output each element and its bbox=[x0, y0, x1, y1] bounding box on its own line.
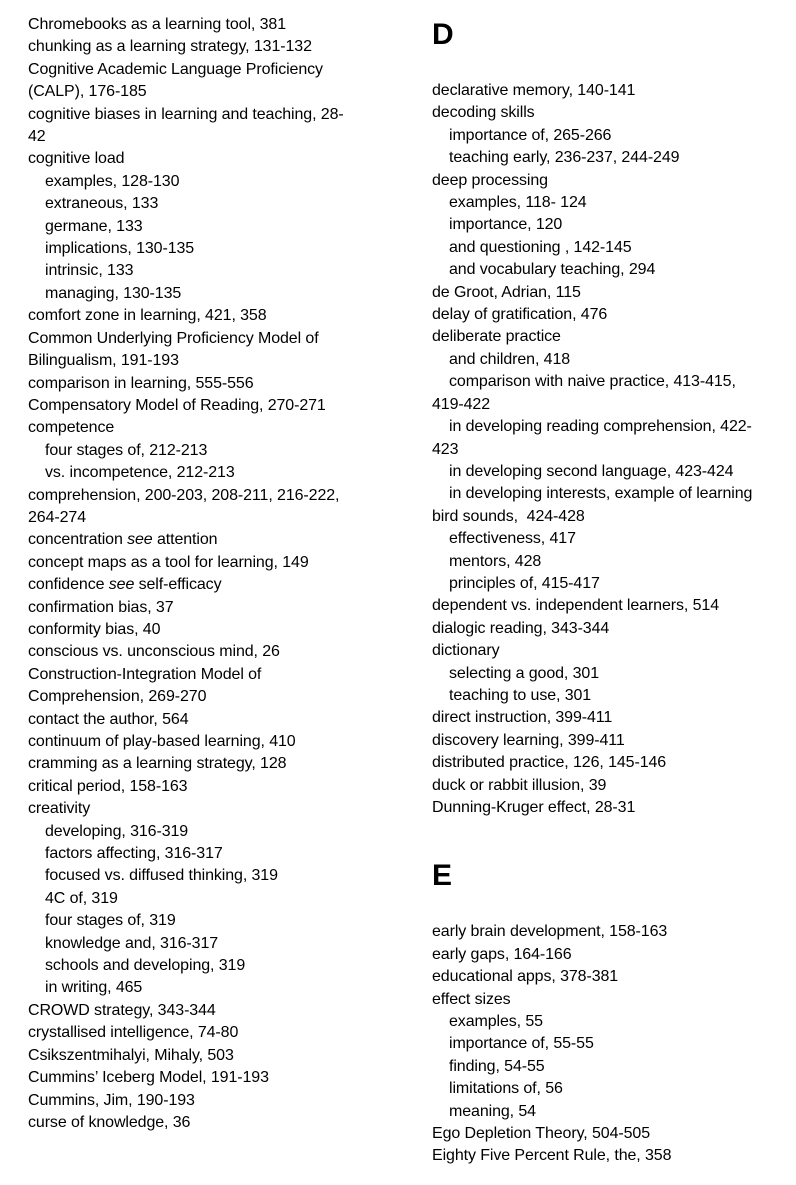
entry-text: confidence bbox=[28, 576, 109, 594]
index-subentry bbox=[432, 528, 796, 550]
entry-text: contact the author, 564 bbox=[28, 710, 189, 728]
see-cross-reference: see bbox=[127, 531, 153, 549]
entry-text: effectiveness, 417 bbox=[449, 530, 576, 548]
index-entry bbox=[28, 14, 394, 36]
index-subentry bbox=[432, 663, 796, 685]
entry-text: dependent vs. independent learners, 514 bbox=[432, 597, 719, 615]
index-entry bbox=[28, 641, 394, 663]
entry-text: direct instruction, 399-411 bbox=[432, 709, 613, 727]
index-entry bbox=[432, 921, 796, 943]
entry-text: vs. incompetence, 212-213 bbox=[45, 464, 235, 482]
index-subentry bbox=[432, 483, 796, 505]
entry-text: curse of knowledge, 36 bbox=[28, 1113, 191, 1131]
left-column bbox=[28, 0, 394, 1134]
entry-text: competence bbox=[28, 419, 115, 437]
index-subentry bbox=[28, 238, 394, 260]
entry-text: (CALP), 176-185 bbox=[28, 83, 147, 101]
index-entry bbox=[28, 36, 394, 58]
entry-text: extraneous, 133 bbox=[45, 195, 159, 213]
index-entry bbox=[28, 686, 394, 708]
index-entry bbox=[432, 618, 796, 640]
index-subentry bbox=[432, 192, 796, 214]
right-column bbox=[432, 0, 796, 1168]
index-subentry bbox=[28, 843, 394, 865]
index-subentry bbox=[432, 416, 796, 438]
index-entry bbox=[28, 597, 394, 619]
index-subentry bbox=[432, 1101, 796, 1123]
entry-text: de Groot, Adrian, 115 bbox=[432, 283, 581, 301]
entry-text: four stages of, 319 bbox=[45, 912, 176, 930]
entry-text: in developing second language, 423-424 bbox=[449, 462, 734, 480]
entry-text: cognitive load bbox=[28, 150, 125, 168]
entry-text: developing, 316-319 bbox=[45, 822, 189, 840]
index-entry bbox=[432, 439, 796, 461]
index-entry bbox=[28, 126, 394, 148]
index-subentry bbox=[28, 193, 394, 215]
entry-text: continuum of play-based learning, 410 bbox=[28, 733, 296, 750]
index-subentry bbox=[28, 171, 394, 193]
index-subentry bbox=[432, 573, 796, 595]
index-subentry bbox=[28, 955, 394, 977]
index-entry bbox=[432, 966, 796, 988]
index-entry bbox=[28, 328, 394, 350]
entry-text: crystallised intelligence, 74-80 bbox=[28, 1024, 239, 1042]
index-subentry bbox=[432, 1033, 796, 1055]
entry-text: concentration bbox=[28, 531, 128, 549]
entry-text: importance of, 55-55 bbox=[449, 1035, 594, 1053]
entry-text: dictionary bbox=[432, 642, 500, 660]
index-entry bbox=[432, 707, 796, 729]
entry-text: critical period, 158-163 bbox=[28, 777, 188, 795]
index-entry bbox=[28, 1090, 394, 1112]
entry-text: Comprehension, 269-270 bbox=[28, 688, 207, 706]
index-subentry bbox=[28, 462, 394, 484]
entry-text: Common Underlying Proficiency Model of bbox=[28, 329, 319, 347]
index-subentry bbox=[432, 1011, 796, 1033]
entry-text: Dunning-Kruger effect, 28-31 bbox=[432, 799, 636, 816]
index-entry bbox=[28, 485, 394, 507]
index-subentry bbox=[28, 216, 394, 238]
entry-text: examples, 128-130 bbox=[45, 172, 180, 190]
index-entry bbox=[28, 798, 394, 820]
index-subentry bbox=[432, 685, 796, 707]
index-entry bbox=[28, 1112, 394, 1134]
entry-text: Bilingualism, 191-193 bbox=[28, 352, 179, 370]
entry-text: focused vs. diffused thinking, 319 bbox=[45, 867, 278, 885]
index-subentry bbox=[432, 147, 796, 169]
index-entry bbox=[28, 552, 394, 574]
index-subentry bbox=[432, 551, 796, 573]
index-entry bbox=[28, 104, 394, 126]
entry-text: Cummins, Jim, 190-193 bbox=[28, 1091, 195, 1109]
entry-text: deliberate practice bbox=[432, 328, 561, 346]
entry-text: schools and developing, 319 bbox=[45, 957, 246, 975]
entry-text: teaching early, 236-237, 244-249 bbox=[449, 149, 680, 167]
index-entry bbox=[432, 326, 796, 348]
entry-text: creativity bbox=[28, 800, 91, 818]
index-subentry bbox=[432, 371, 796, 393]
entry-text: bird sounds, 424-428 bbox=[432, 507, 585, 525]
index-entry bbox=[28, 731, 394, 753]
index-entry bbox=[28, 529, 394, 551]
index-entry bbox=[432, 1123, 796, 1145]
index-entry bbox=[28, 709, 394, 731]
index-entry bbox=[432, 730, 796, 752]
entry-text: and questioning , 142-145 bbox=[449, 238, 632, 256]
index-subentry bbox=[28, 910, 394, 932]
index-subentry bbox=[28, 933, 394, 955]
entry-text: 42 bbox=[28, 128, 46, 146]
entry-text: examples, 118- 124 bbox=[449, 194, 587, 212]
entry-text: early gaps, 164-166 bbox=[432, 945, 572, 963]
entry-text: dialogic reading, 343-344 bbox=[432, 619, 610, 637]
entry-text: 4C of, 319 bbox=[45, 889, 118, 907]
index-entry bbox=[432, 989, 796, 1011]
entry-text: finding, 54-55 bbox=[449, 1057, 545, 1075]
index-entry bbox=[432, 506, 796, 528]
entry-text: comparison in learning, 555-556 bbox=[28, 374, 254, 392]
entry-text: mentors, 428 bbox=[449, 552, 542, 570]
index-entry bbox=[28, 1000, 394, 1022]
index-entry bbox=[432, 304, 796, 326]
entry-text: limitations of, 56 bbox=[449, 1080, 563, 1098]
entry-text: in developing interests, example of learning bbox=[449, 485, 753, 503]
entry-text: attention bbox=[152, 531, 218, 549]
index-entry bbox=[432, 80, 796, 102]
index-subentry bbox=[432, 237, 796, 259]
index-subentry bbox=[28, 440, 394, 462]
see-cross-reference: see bbox=[108, 576, 135, 594]
index-entry bbox=[432, 775, 796, 797]
entry-text: knowledge and, 316-317 bbox=[45, 934, 219, 952]
index-subentry bbox=[28, 865, 394, 887]
entry-text: Eighty Five Percent Rule, the, 358 bbox=[432, 1147, 672, 1165]
index-entry bbox=[432, 1145, 796, 1167]
entry-text: Cognitive Academic Language Proficiency bbox=[28, 60, 323, 78]
entry-text: conformity bias, 40 bbox=[28, 620, 161, 638]
entry-text: 423 bbox=[432, 440, 459, 458]
index-entry bbox=[28, 1067, 394, 1089]
index-subentry bbox=[28, 821, 394, 843]
entry-text: comparison with naive practice, 413-415, bbox=[449, 373, 736, 391]
entry-text: managing, 130-135 bbox=[45, 284, 182, 302]
entry-text: importance of, 265-266 bbox=[449, 126, 612, 144]
entry-text: comprehension, 200-203, 208-211, 216-222, bbox=[28, 486, 340, 504]
entry-text: 264-274 bbox=[28, 508, 87, 526]
entry-text: chunking as a learning strategy, 131-132 bbox=[28, 38, 312, 56]
index-entry bbox=[28, 59, 394, 81]
index-entry bbox=[28, 574, 394, 596]
index-subentry bbox=[432, 461, 796, 483]
index-entry bbox=[28, 81, 394, 103]
entry-text: intrinsic, 133 bbox=[45, 262, 134, 280]
index-section-block bbox=[432, 921, 796, 1167]
entry-text: Cummins’ Iceberg Model, 191-193 bbox=[28, 1069, 269, 1087]
entry-text: cramming as a learning strategy, 128 bbox=[28, 755, 287, 773]
entry-text: discovery learning, 399-411 bbox=[432, 731, 625, 749]
entry-text: and children, 418 bbox=[449, 350, 571, 368]
index-entry bbox=[28, 1022, 394, 1044]
index-subentry bbox=[432, 259, 796, 281]
index-entry bbox=[432, 170, 796, 192]
index-entry bbox=[28, 753, 394, 775]
entry-text: duck or rabbit illusion, 39 bbox=[432, 776, 607, 794]
index-entry bbox=[432, 640, 796, 662]
index-entry bbox=[28, 776, 394, 798]
index-entry bbox=[28, 664, 394, 686]
entry-text: distributed practice, 126, 145-146 bbox=[432, 754, 667, 772]
index-entry bbox=[28, 507, 394, 529]
entry-text: conscious vs. unconscious mind, 26 bbox=[28, 643, 280, 661]
index-subentry bbox=[28, 283, 394, 305]
entry-text: Ego Depletion Theory, 504-505 bbox=[432, 1125, 650, 1143]
index-section-block bbox=[432, 80, 796, 819]
entry-text: teaching to use, 301 bbox=[449, 686, 592, 704]
index-subentry bbox=[432, 214, 796, 236]
entry-text: and vocabulary teaching, 294 bbox=[449, 261, 656, 279]
entry-text: self-efficacy bbox=[134, 576, 222, 594]
index-entry bbox=[28, 373, 394, 395]
index-entry bbox=[28, 395, 394, 417]
entry-text: delay of gratification, 476 bbox=[432, 306, 608, 324]
index-entry bbox=[28, 417, 394, 439]
entry-text: 419-422 bbox=[432, 395, 491, 413]
index-entry bbox=[432, 282, 796, 304]
entry-text: in writing, 465 bbox=[45, 979, 143, 997]
index-subentry bbox=[432, 125, 796, 147]
entry-text: CROWD strategy, 343-344 bbox=[28, 1001, 216, 1019]
index-subentry bbox=[28, 888, 394, 910]
entry-text: implications, 130-135 bbox=[45, 240, 195, 258]
entry-text: decoding skills bbox=[432, 104, 535, 122]
index-entry bbox=[432, 595, 796, 617]
index-entry bbox=[28, 619, 394, 641]
entry-text: Chromebooks as a learning tool, 381 bbox=[28, 16, 286, 33]
entry-text: concept maps as a tool for learning, 149 bbox=[28, 553, 309, 571]
index-entry bbox=[28, 350, 394, 372]
entry-text: educational apps, 378-381 bbox=[432, 968, 619, 986]
index-entry bbox=[432, 102, 796, 124]
section-heading-e: E bbox=[432, 859, 453, 893]
index-entry bbox=[28, 1045, 394, 1067]
entry-text: examples, 55 bbox=[449, 1013, 543, 1031]
entry-text: comfort zone in learning, 421, 358 bbox=[28, 307, 267, 325]
entry-text: effect sizes bbox=[432, 990, 511, 1008]
index-entry bbox=[432, 797, 796, 819]
index-entry bbox=[432, 394, 796, 416]
index-subentry bbox=[28, 977, 394, 999]
entry-text: germane, 133 bbox=[45, 217, 143, 235]
entry-text: selecting a good, 301 bbox=[449, 664, 600, 682]
entry-text: principles of, 415-417 bbox=[449, 574, 600, 592]
entry-text: Compensatory Model of Reading, 270-271 bbox=[28, 396, 326, 414]
index-entry bbox=[432, 944, 796, 966]
index-subentry bbox=[432, 1078, 796, 1100]
entry-text: deep processing bbox=[432, 171, 548, 189]
entry-text: cognitive biases in learning and teaching, 28- bbox=[28, 105, 344, 123]
entry-text: early brain development, 158-163 bbox=[432, 923, 668, 941]
index-entry bbox=[28, 148, 394, 170]
entry-text: confirmation bias, 37 bbox=[28, 598, 174, 616]
entry-text: Construction-Integration Model of bbox=[28, 665, 262, 683]
entry-text: Csikszentmihalyi, Mihaly, 503 bbox=[28, 1046, 234, 1064]
entry-text: factors affecting, 316-317 bbox=[45, 845, 223, 863]
entry-text: importance, 120 bbox=[449, 216, 563, 234]
section-heading-d: D bbox=[432, 18, 454, 51]
entry-text: four stages of, 212-213 bbox=[45, 441, 208, 459]
entry-text: meaning, 54 bbox=[449, 1102, 536, 1120]
index-subentry bbox=[432, 349, 796, 371]
index-subentry bbox=[28, 260, 394, 282]
entry-text: declarative memory, 140-141 bbox=[432, 82, 636, 99]
index-subentry bbox=[432, 1056, 796, 1078]
entry-text: in developing reading comprehension, 422- bbox=[449, 418, 752, 436]
index-entry bbox=[432, 752, 796, 774]
index-entry bbox=[28, 305, 394, 327]
